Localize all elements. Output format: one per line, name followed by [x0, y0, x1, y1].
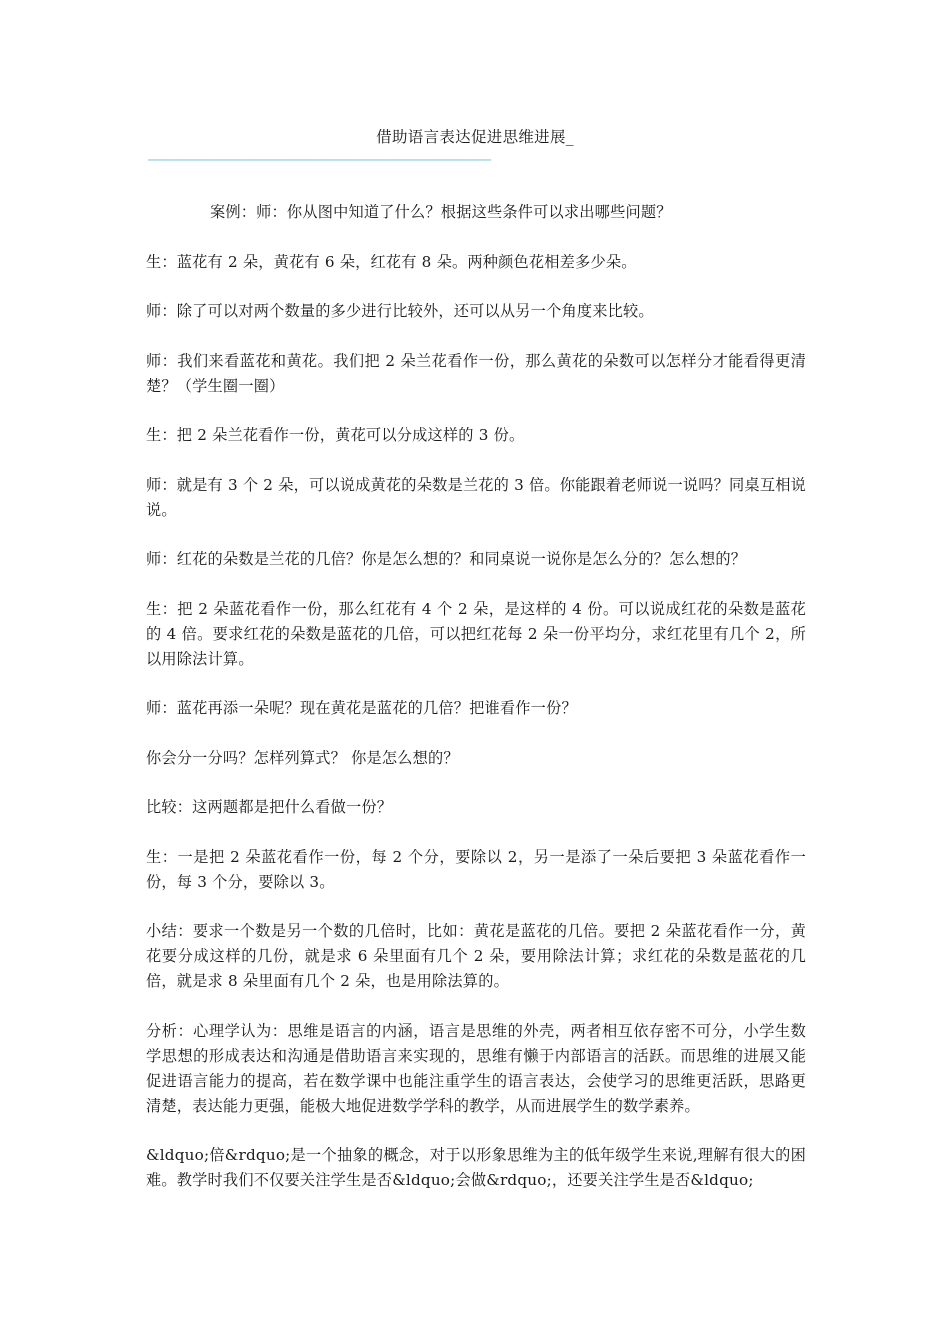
paragraph: 生：一是把 2 朵蓝花看作一份，每 2 个分，要除以 2，另一是添了一朵后要把 3 朵蓝花看作一份，每 3 个分，要除以 3。: [146, 847, 806, 891]
paragraph-analysis: 分析：心理学认为：思维是语言的内涵，语言是思维的外壳，两者相互依存密不可分，小学生数学思想的形成表达和沟通是借助语言来实现的，思维有懒于内部语言的活跃。而思维的进展又能促进语言能力的提高，若在数学课中也能注重学生的语言表达，会使学习的思维更活跃，思路更清楚，表达能力更强，能极大地促进数学学科的教学，从而进展学生的数学素养。: [146, 1021, 806, 1115]
paragraph: 生：把 2 朵兰花看作一份，黄花可以分成这样的 3 份。: [146, 426, 525, 444]
paragraph: 师：就是有 3 个 2 朵，可以说成黄花的朵数是兰花的 3 倍。你能跟着老师说一说吗？同桌互相说说。: [146, 475, 806, 519]
paragraph: &ldquo;倍&rdquo;是一个抽象的概念，对于以形象思维为主的低年级学生来说,理解有很大的困难。教学时我们不仅要关注学生是否&ldquo;会做&rdquo;，还要关注学生是否&ldquo;: [146, 1146, 806, 1189]
paragraph-summary: 小结：要求一个数是另一个数的几倍时，比如：黄花是蓝花的几倍。要把 2 朵蓝花看作一分，黄花要分成这样的几份，就是求 6 朵里面有几个 2 朵，要用除法计算；求红花的朵数是蓝花的几倍，就是求 8 朵里面有几个 2 朵，也是用除法算的。: [146, 922, 806, 990]
paragraph: 生：把 2 朵蓝花看作一份，那么红花有 4 个 2 朵，是这样的 4 份。可以说成红花的朵数是蓝花的 4 倍。要求红花的朵数是蓝花的几倍，可以把红花每 2 朵一份平均分，求红花里有几个 2，所以用除法计算。: [146, 599, 806, 668]
document-title: 借助语言表达促进思维进展_: [376, 128, 574, 146]
document-body: [146, 200, 806, 1218]
paragraph: 师：蓝花再添一朵呢？现在黄花是蓝花的几倍？把谁看作一份？: [146, 699, 577, 717]
paragraph-case-intro: 案例：师：你从图中知道了什么？根据这些条件可以求出哪些问题？: [210, 203, 672, 221]
paragraph: 师：我们来看蓝花和黄花。我们把 2 朵兰花看作一份，那么黄花的朵数可以怎样分才能看得更清楚？（学生圈一圈）: [146, 351, 806, 395]
paragraph: 你会分一分吗？怎样列算式？ 你是怎么想的？: [146, 748, 459, 767]
title-divider: ——————————————————————————————————————: [148, 150, 492, 168]
paragraph: 生：蓝花有 2 朵，黄花有 6 朵，红花有 8 朵。两种颜色花相差多少朵。: [146, 252, 637, 271]
paragraph: 师：除了可以对两个数量的多少进行比较外，还可以从另一个角度来比较。: [146, 302, 654, 320]
paragraph: 比较：这两题都是把什么看做一份？: [146, 798, 393, 816]
paragraph: 师：红花的朵数是兰花的几倍？你是怎么想的？和同桌说一说你是怎么分的？怎么想的？: [146, 550, 747, 568]
